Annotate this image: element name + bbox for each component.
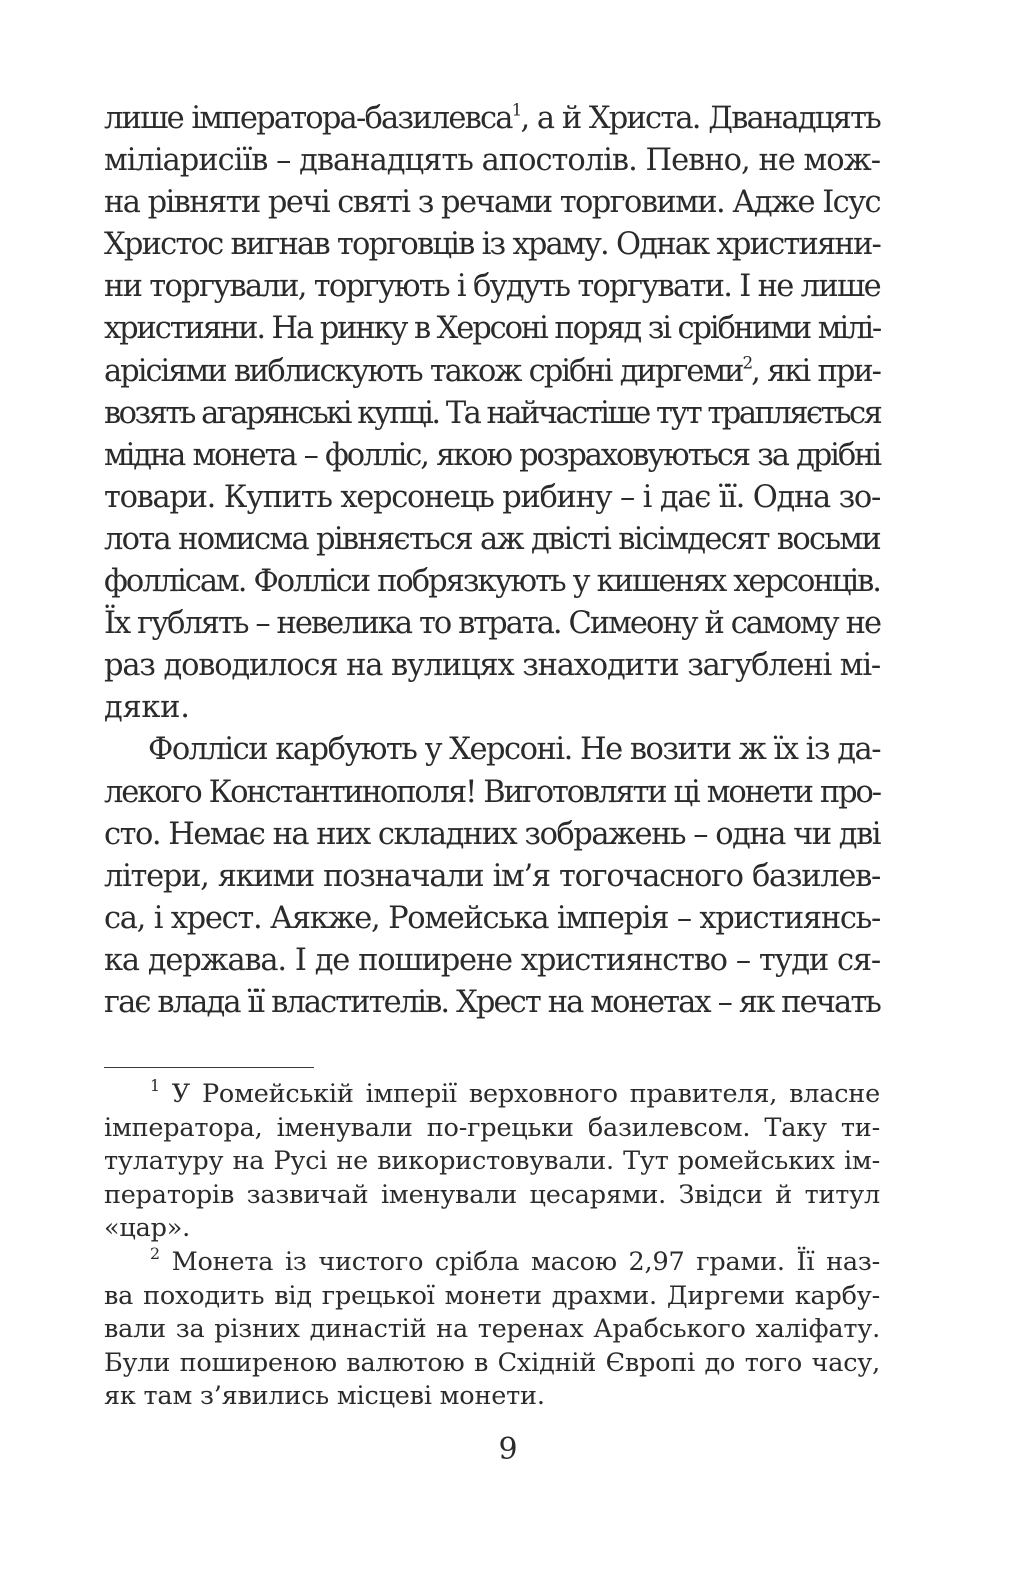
text-line: вали за різних династій на теренах Арабського халіфату. xyxy=(104,1314,880,1345)
footnotes xyxy=(104,1075,881,1414)
text-line: як там з’явились місцеві монети. xyxy=(104,1381,545,1412)
text-line: ператорів зазвичай іменували цесарями. Звідси й титул xyxy=(104,1179,880,1210)
page-number: 9 xyxy=(498,1432,518,1467)
text-line: гає влада її властителів. Хрест на монетах – як печать xyxy=(104,984,880,1020)
footnote-ref-2[interactable]: 2 xyxy=(742,351,752,372)
text-line: раз доводилося на вулицях знаходити загублені мі- xyxy=(104,648,880,684)
text-line: $^2$ Монета із чистого срібла масою 2,97 грами. Її наз- xyxy=(150,1243,881,1277)
text-line: імператора, іменували по-грецьки базилевсом. Таку ти- xyxy=(104,1112,880,1143)
footnote-marker: 2 xyxy=(150,1243,160,1263)
text-line: «цар». xyxy=(104,1213,191,1244)
footnote-marker: 1 xyxy=(150,1075,160,1095)
text-line: тулатуру на Русі не використовували. Тут ромейських ім- xyxy=(104,1146,880,1177)
text-line: Фолліси карбують у Херсоні. Не возити ж їх із да- xyxy=(148,732,880,768)
text-line: лота номисма рівняється аж двісті вісімдесят восьми xyxy=(104,521,880,557)
paragraph-1 xyxy=(104,98,880,729)
text-line: ка держава. І де поширене християнство – туди ся- xyxy=(104,942,880,978)
text-line: сто. Немає на них складних зображень – одна чи дві xyxy=(104,816,880,852)
text-line: возять агарянські купці. Та найчастіше тут трапляється xyxy=(104,395,881,431)
paragraph-2 xyxy=(104,729,880,1024)
text-line: ни торгували, торгують і будуть торгувати. І не лише xyxy=(104,269,880,305)
footnote-1 xyxy=(104,1075,880,1246)
main-text xyxy=(104,98,880,1024)
text-line: $^1$ У Ромейській імперії верховного правителя, власне xyxy=(150,1075,880,1109)
text-line: арісіями виблискують також срібні диргеми$^2$, які при- xyxy=(104,351,880,389)
footnote-ref-1[interactable]: 1 xyxy=(511,99,521,120)
text-line: лекого Константинополя! Виготовляти ці монети про- xyxy=(104,774,880,810)
footnote-2 xyxy=(104,1243,881,1414)
text-line: фоллісам. Фолліси побрязкують у кишенях херсонців. xyxy=(104,564,880,600)
text-line: мідна монета – фолліс, якою розраховуються за дрібні xyxy=(104,437,880,473)
text-line: міліарисіїв – дванадцять апостолів. Певно, не мож- xyxy=(104,143,880,179)
text-line: християни. На ринку в Херсоні поряд зі срібними мілі- xyxy=(104,311,881,347)
text-line: са, і хрест. Аякже, Ромейська імперія – християнсь- xyxy=(104,900,880,936)
footnote-divider xyxy=(104,1067,314,1068)
text-line: дяки. xyxy=(104,690,190,726)
text-line: літери, якими позначали ім’я тогочасного базилев- xyxy=(104,858,880,894)
text-line: Їх гублять – невелика то втрата. Симеону й самому не xyxy=(104,606,880,642)
text-line: товари. Купить херсонець рибину – і дає її. Одна зо- xyxy=(104,479,880,515)
text-line: на рівняти речі святі з речами торговими. Адже Ісус xyxy=(104,185,880,221)
text-line: Христос вигнав торговців із храму. Однак християни- xyxy=(104,227,880,263)
text-line: лише імператора-базилевса$^1$, а й Христа. Дванадцять xyxy=(104,99,880,136)
text-line: Були поширеною валютою в Східній Європі до того часу, xyxy=(104,1347,880,1378)
text-line: ва походить від грецької монети драхми. Диргеми карбу- xyxy=(104,1280,880,1311)
